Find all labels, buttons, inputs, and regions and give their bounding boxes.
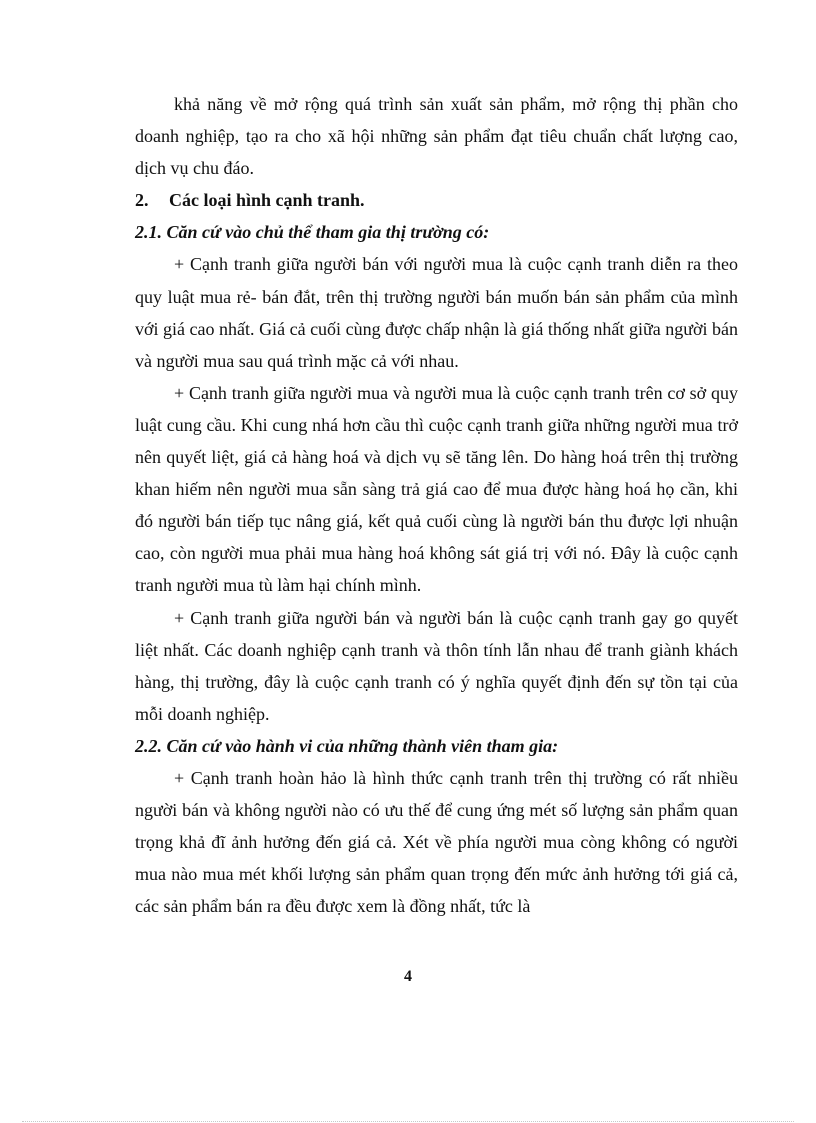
page-number: 4 [404, 968, 412, 985]
document-body [135, 88, 738, 922]
section-heading [135, 184, 738, 216]
subsection-1-paragraph-2: + Cạnh tranh giữa người mua và người mua là cuộc cạnh tranh trên cơ sở quy luật cung cầu. Khi cung nhá hơn cầu thì cuộc cạnh tranh giữa những người mua trở nên quyết liệt, giá cả hàng hoá và dịch vụ sẽ tăng lên. Do hàng hoá trên thị trường khan hiếm nên người mua sẵn sàng trả giá cao để mua được hàng hoá họ cần, khi đó người bán tiếp tục nâng giá, kết quả cuối cùng là người bán thu được lợi nhuận cao, còn người mua phải mua hàng hoá không sát giá trị với nó. Đây là cuộc cạnh tranh người mua tù làm hại chính mình. [135, 382, 738, 596]
subsection-1-paragraph-3: + Cạnh tranh giữa người bán và người bán là cuộc cạnh tranh gay go quyết liệt nhất. Các doanh nghiệp cạnh tranh và thôn tính lẫn nhau để tranh giành khách hàng, thị trường, đây là cuộc cạnh tranh có ý nghĩa quyết định đến sự tồn tại của mỗi doanh nghiệp. [135, 607, 738, 724]
subsection-2-title: 2.2. Căn cứ vào hành vi của những thành viên tham gia: [135, 735, 559, 756]
section-title: Các loại hình cạnh tranh. [169, 190, 365, 211]
subsection-1-paragraph-1: + Cạnh tranh giữa người bán với người mua là cuộc cạnh tranh diễn ra theo quy luật mua rẻ- bán đắt, trên thị trường người bán muốn bán sản phẩm của mình với giá cao nhất. Giá cả cuối cùng được chấp nhận là giá thống nhất giữa người bán và người mua sau quá trình mặc cả với nhau. [135, 254, 738, 371]
subsection-2-paragraph-1: + Cạnh tranh hoàn hảo là hình thức cạnh tranh trên thị trường có rất nhiều người bán và không người nào có ưu thế để cung ứng mét số lượng sản phẩm quan trọng khả đĩ ảnh hưởng đến giá cả. Xét về phía người mua còng không có người mua nào mua mét khối lượng sản phẩm quan trọng đến mức ảnh hưởng tới giá cả, các sản phẩm bán ra đều được xem là đồng nhất, tức là [135, 767, 738, 917]
section-number: 2. [135, 190, 149, 211]
intro-paragraph: khả năng về mở rộng quá trình sản xuất sản phẩm, mở rộng thị phần cho doanh nghiệp, tạo ra cho xã hội những sản phẩm đạt tiêu chuẩn chất lượng cao, dịch vụ chu đáo. [135, 94, 738, 179]
page-bottom-rule [22, 1121, 794, 1122]
subsection-1-title: 2.1. Căn cứ vào chủ thể tham gia thị trường có: [135, 222, 490, 243]
